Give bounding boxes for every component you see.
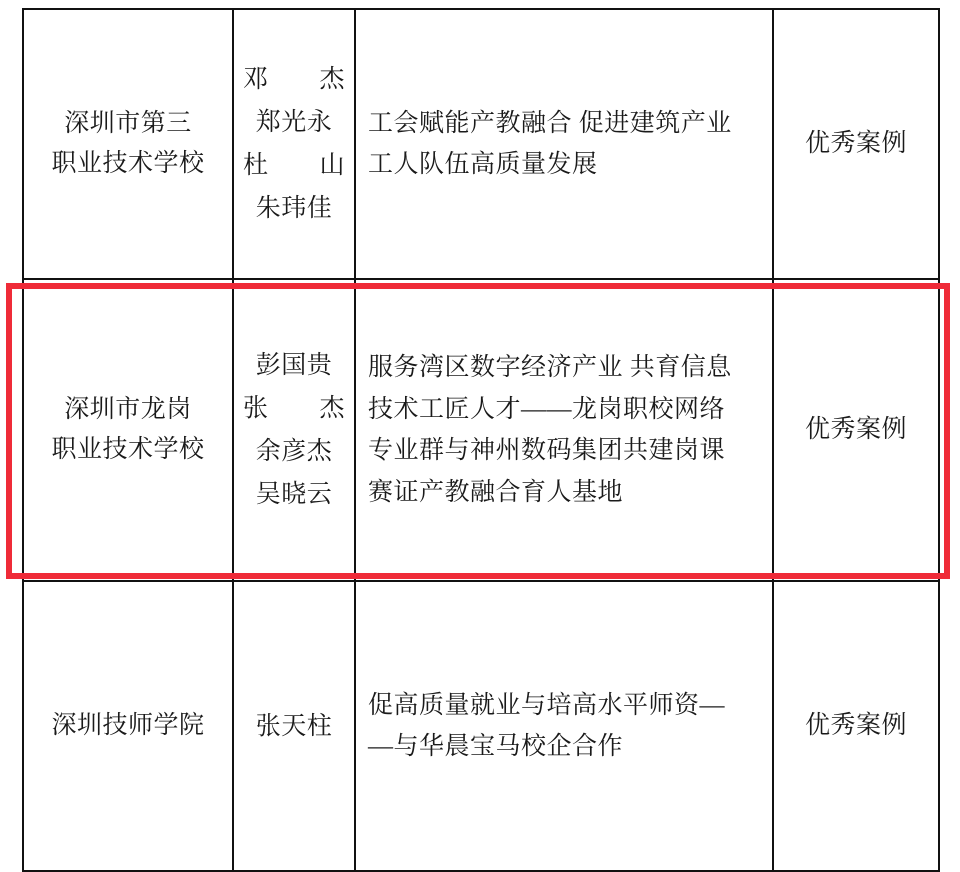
result-label: 优秀案例 [804,129,907,157]
result-cell [773,581,939,871]
author-name: 邓 杰 [242,66,345,93]
result-cell [773,9,939,279]
result-label: 优秀案例 [804,415,907,443]
case-title-line: 技术工匠人才——龙岗职校网络 [368,395,726,423]
case-title-line: 专业群与神州数码集团共建岗课 [368,437,726,464]
author-name: 彭国贵 [255,352,333,379]
author-name: 朱玮佳 [255,195,333,222]
table-row [23,581,939,871]
author-name: 杜 山 [242,152,345,179]
author-name: 吴晓云 [255,481,333,508]
case-title-line: 赛证产教融合育人基地 [368,478,624,506]
author-names-cell [233,279,355,581]
school-cell [23,279,233,581]
result-label: 优秀案例 [804,711,907,739]
school-name-line: 深圳市龙岗 [64,395,192,423]
case-title-cell [355,581,773,871]
result-cell [773,279,939,581]
table-row [23,279,939,581]
case-title-line: 工会赋能产教融合 促进建筑产业 [368,109,732,137]
author-name: 张天柱 [255,712,333,740]
case-title-cell [355,9,773,279]
award-cases-table [22,8,940,872]
case-title-cell [355,279,773,581]
author-name: 张 杰 [242,395,345,422]
case-title-line: 促高质量就业与培高水平师资— [368,691,726,719]
school-name-line: 职业技术学校 [51,436,205,463]
author-name: 郑光永 [255,109,333,136]
case-title-line: 服务湾区数字经济产业 共育信息 [368,354,732,381]
school-name-line: 深圳技师学院 [51,711,205,739]
table-row [23,9,939,279]
author-names-cell [233,581,355,871]
author-names-cell [233,9,355,279]
school-cell [23,581,233,871]
school-name-line: 职业技术学校 [51,150,205,177]
table-body [23,9,939,871]
case-title-line: 工人队伍高质量发展 [368,151,598,178]
case-title-line: —与华晨宝马校企合作 [368,733,624,760]
author-name: 余彦杰 [255,438,333,465]
school-cell [23,9,233,279]
school-name-line: 深圳市第三 [64,109,192,137]
